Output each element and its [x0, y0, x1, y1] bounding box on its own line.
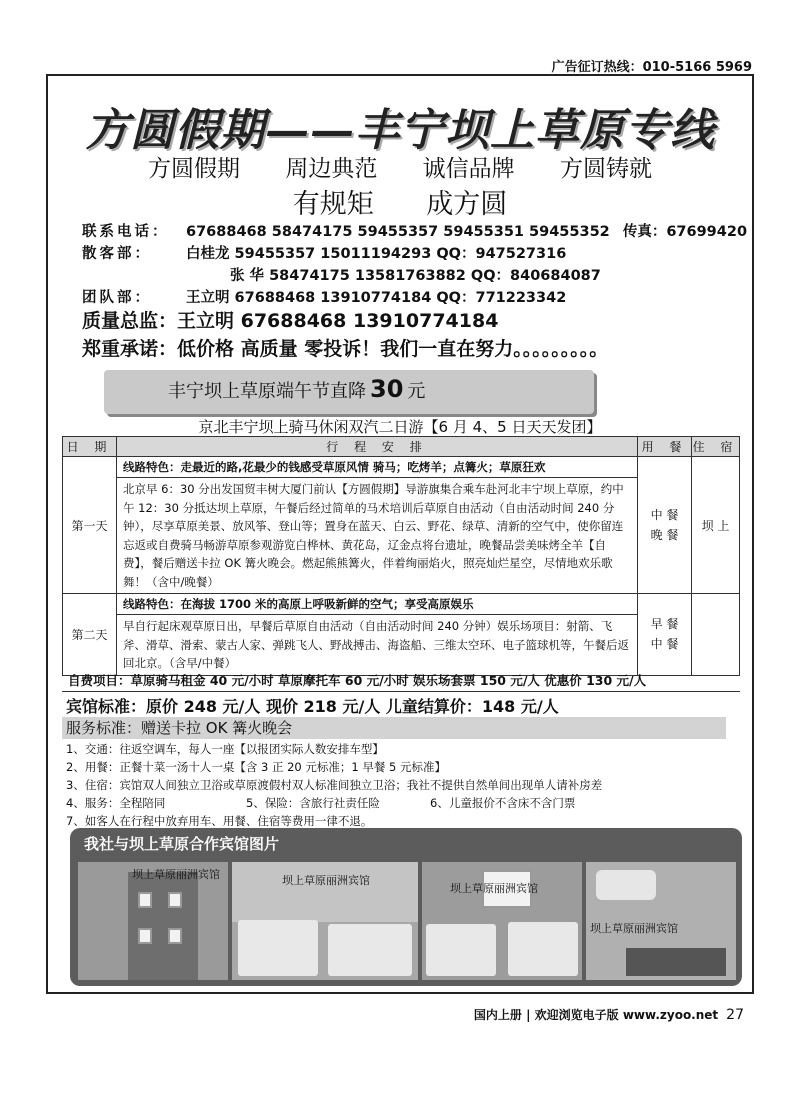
note-item: 7、如客人在行程中放弃用车、用餐、住宿等费用一律不退。 [66, 814, 373, 828]
meal-item: 中 餐 [650, 637, 679, 652]
group-contact-1: 王立明 67688468 13910774184 QQ：771223342 [186, 290, 567, 306]
route-description: 北京早 6：30 分出发国贸丰树大厦门前认【方圆假期】导游旗集合乘车赴河北丰宁坝上草原，约中午 12：30 分抵达坝上草原，午餐后经过简单的马术培训后草原自由活动（自由活动时间 240 分钟），尽享草原美景、放风筝、登山等；置身在蓝天、白云、野花、绿草、清新的空气中，使你留连忘返或自费骑马畅游草原参观游览白桦林、黄花岛，辽金点将台遗址，晚餐品尝美味烤全羊【自费】，餐后赠送卡拉 OK 篝火晚会。燃起熊熊篝火，伴着绚丽焰火，照亮灿烂星空，尽情地欢乐歌舞！（含中/晚餐） [117, 478, 638, 594]
notes-list [66, 740, 736, 830]
quality-director: 质量总监：王立明 67688468 13910774184 [82, 310, 499, 332]
stay-cell [692, 594, 740, 676]
individual-row-2 [82, 265, 742, 287]
trip-title: 京北丰宁坝上骑马休闲双汽二日游【6 月 4、5 日天天发团】 [198, 418, 602, 436]
photo-caption: 坝上草原丽洲宾馆 [282, 874, 370, 887]
header-stay: 住 宿 [692, 437, 740, 457]
meal-item: 早 餐 [650, 617, 679, 632]
slogan-item: 诚信品牌 [422, 156, 515, 182]
hotel-photo-section [70, 828, 742, 986]
photo-caption: 坝上草原丽洲宾馆 [590, 922, 678, 935]
promo-banner [104, 370, 594, 414]
individual-row [82, 243, 742, 265]
ad-hotline: 广告征订热线：010-5166 5969 [551, 60, 752, 75]
hotel-photo [586, 862, 736, 980]
note-item: 2、用餐：正餐十菜一汤十人一桌【含 3 正 20 元标准；1 早餐 5 元标准】 [66, 760, 446, 774]
group-label: 团队部： [82, 290, 152, 306]
hotel-standard: 宾馆标准：原价 248 元/人 现价 218 元/人 儿童结算价：148 元/人 [66, 697, 559, 716]
meal-item: 中 餐 [650, 508, 679, 522]
note-item: 3、住宿：宾馆双人间独立卫浴或草原渡假村双人标准间独立卫浴；我社不提供自然单间出现单人请补房差 [66, 778, 603, 792]
hotel-photo [232, 862, 418, 980]
slogan-item: 方圆假期 [148, 156, 241, 182]
route-description: 早自行起床观草原日出，早餐后草原自由活动（自由活动时间 240 分钟）娱乐场项目：射箭、飞斧、滑草、滑索、蒙古人家、弹跳飞人、野战搏击、海盗船、三维太空环、电子篮球机等，午餐后返回北京。（含早/中餐） [117, 615, 638, 676]
slogan-item: 有规矩 [292, 189, 374, 220]
banner-text: 丰宁坝上草原端午节直降 [168, 381, 366, 402]
slogan-line-2 [48, 182, 752, 221]
banner-unit: 元 [407, 381, 426, 402]
ad-frame [46, 74, 754, 994]
contact-phone-row [82, 221, 748, 243]
hotel-photo [78, 862, 228, 980]
footer-text: 国内上册 | 欢迎浏览电子版 www.zyoo.net [473, 1008, 719, 1022]
note-item: 4、服务：全程陪同 [66, 796, 166, 810]
note-item: 6、儿童报价不含床不含门票 [430, 796, 576, 810]
banner-price: 30 [370, 375, 404, 403]
individual-contact-2: 张 华 58474175 13581763882 QQ：840684087 [230, 268, 601, 284]
table-header-row [63, 437, 740, 457]
hotel-photo [422, 862, 582, 980]
service-standard: 服务标准：赠送卡拉 OK 篝火晚会 [62, 717, 726, 739]
individual-label: 散客部： [82, 246, 152, 262]
route-feature: 线路特色：走最近的路,花最少的钱感受草原风情 骑马；吃烤羊；点篝火；草原狂欢 [117, 457, 638, 478]
route-feature: 线路特色：在海拔 1700 米的高原上呼吸新鲜的空气；享受高原娱乐 [117, 594, 638, 615]
page-number: 27 [726, 1007, 744, 1023]
header-date: 日 期 [63, 437, 117, 457]
day-label: 第一天 [63, 457, 117, 594]
note-item: 1、交通：往返空调车，每人一座【以报团实际人数安排车型】 [66, 742, 384, 756]
contact-info [82, 221, 748, 309]
note-item-multi [66, 794, 736, 812]
phone-label: 联系电话： [82, 224, 170, 240]
day-label: 第二天 [63, 594, 117, 676]
stay-cell: 坝 上 [692, 457, 740, 594]
page-footer [474, 1006, 744, 1023]
slogan-item: 成方圆 [426, 189, 508, 220]
meal-cell [638, 457, 692, 594]
slogan-item: 周边典范 [285, 156, 378, 182]
photo-section-title: 我社与坝上草原合作宾馆图片 [84, 835, 280, 853]
slogan-line-1 [48, 150, 752, 183]
header-meals: 用 餐 [638, 437, 692, 457]
photo-caption: 坝上草原丽洲宾馆 [132, 868, 220, 881]
meal-cell [638, 594, 692, 676]
header-schedule: 行 程 安 排 [117, 437, 638, 457]
meal-item: 晚 餐 [650, 528, 679, 542]
slogan-item: 方圆铸就 [559, 156, 652, 182]
itinerary-table [62, 436, 740, 676]
table-row [63, 457, 740, 478]
photo-caption: 坝上草原丽洲宾馆 [450, 882, 538, 895]
main-title: 方圆假期——丰宁坝上草原专线 [85, 105, 715, 156]
promise-statement: 郑重承诺：低价格 高质量 零投诉！我们一直在努力。。。。。。。。。 [82, 338, 609, 360]
self-pay-items: 自费项目：草原骑马租金 40 元/小时 草原摩托车 60 元/小时 娱乐场套票 150 元/人 优惠价 130 元/人 [62, 670, 740, 692]
table-row [63, 594, 740, 615]
individual-contact-1: 白桂龙 59455357 15011194293 QQ：947527316 [186, 246, 567, 262]
fax-number: 传真：67699420 [622, 224, 748, 240]
phone-numbers: 67688468 58474175 59455357 59455351 59455352 [186, 224, 610, 240]
note-item: 5、保险：含旅行社责任险 [246, 796, 380, 810]
